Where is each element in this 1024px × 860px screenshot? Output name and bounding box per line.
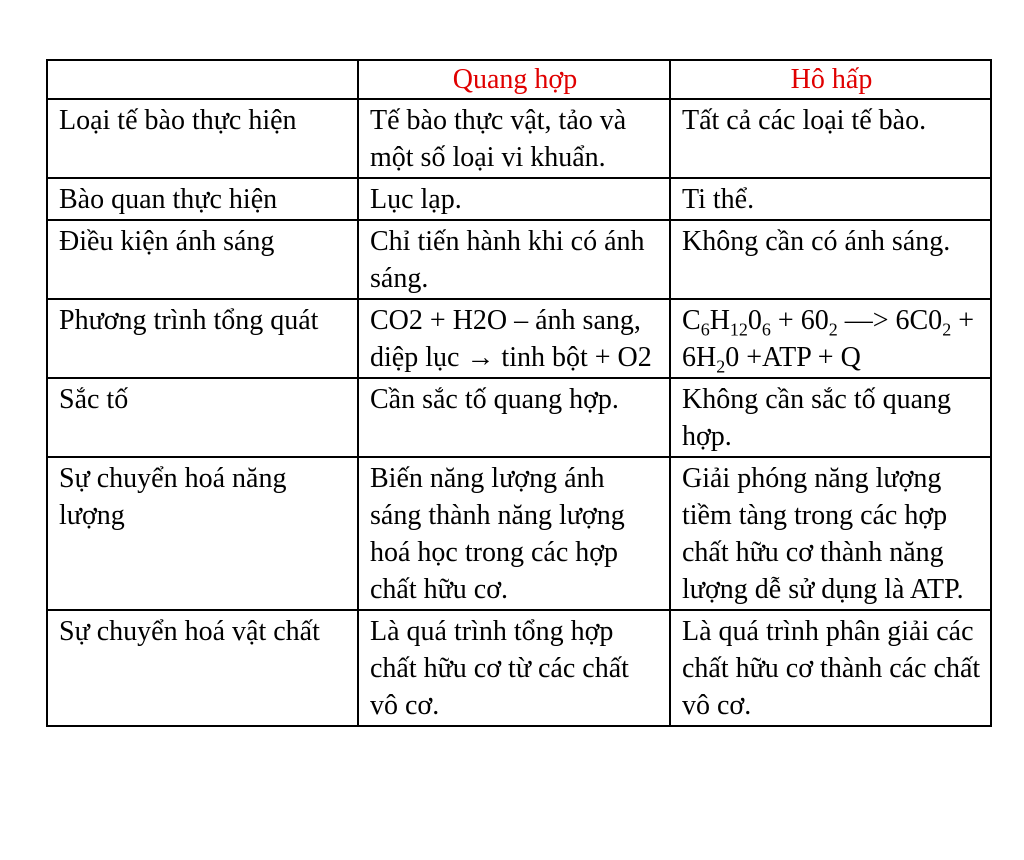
- respiration-formula-cell: [670, 299, 991, 378]
- respiration-cell: Ti thể.: [670, 178, 991, 220]
- photosynthesis-cell: Biến năng lượng ánh sáng thành năng lượng hoá học trong các hợp chất hữu cơ.: [358, 457, 670, 610]
- table-row: [47, 299, 991, 378]
- row-label: Điều kiện ánh sáng: [47, 220, 358, 299]
- formula-sub: 2: [716, 356, 726, 377]
- respiration-cell: Không cần có ánh sáng.: [670, 220, 991, 299]
- formula-arrow: —> 6C0: [837, 305, 943, 336]
- table-row: [47, 178, 991, 220]
- header-photosynthesis: Quang hợp: [358, 60, 670, 99]
- photosynthesis-cell: Là quá trình tổng hợp chất hữu cơ từ các chất vô cơ.: [358, 610, 670, 726]
- respiration-cell: Giải phóng năng lượng tiềm tàng trong các hợp chất hữu cơ thành năng lượng dễ sử dụng là ATP.: [670, 457, 991, 610]
- photosynthesis-cell: Cần sắc tố quang hợp.: [358, 378, 670, 457]
- formula-tail: 0 +ATP + Q: [725, 342, 861, 373]
- table-row: [47, 99, 991, 178]
- formula-plus-h: + 6H: [682, 305, 974, 373]
- row-label: Sắc tố: [47, 378, 358, 457]
- photosynthesis-cell: Lục lạp.: [358, 178, 670, 220]
- formula-plus-o2: + 60: [770, 305, 829, 336]
- formula-o: 0: [747, 305, 762, 336]
- photosynthesis-cell: Tế bào thực vật, tảo và một số loại vi khuẩn.: [358, 99, 670, 178]
- formula-c: C: [682, 305, 701, 336]
- respiration-cell: Tất cả các loại tế bào.: [670, 99, 991, 178]
- table-row: [47, 378, 991, 457]
- table-row: [47, 457, 991, 610]
- row-label: Loại tế bào thực hiện: [47, 99, 358, 178]
- table-row: [47, 610, 991, 726]
- header-respiration: Hô hấp: [670, 60, 991, 99]
- table-row: [47, 220, 991, 299]
- respiration-cell: Là quá trình phân giải các chất hữu cơ thành các chất vô cơ.: [670, 610, 991, 726]
- row-label: Phương trình tổng quát: [47, 299, 358, 378]
- comparison-table: [46, 59, 992, 727]
- row-label: Sự chuyển hoá vật chất: [47, 610, 358, 726]
- formula-sub: 12: [729, 319, 748, 340]
- header-blank-cell: [47, 60, 358, 99]
- formula-sub: 2: [942, 319, 952, 340]
- photosynthesis-cell: CO2 + H2O – ánh sang, diệp lục → tinh bột + O2: [358, 299, 670, 378]
- formula-sub: 6: [700, 319, 710, 340]
- formula-h: H: [709, 305, 730, 336]
- respiration-cell: Không cần sắc tố quang hợp.: [670, 378, 991, 457]
- header-row: [47, 60, 991, 99]
- row-label: Sự chuyển hoá năng lượng: [47, 457, 358, 610]
- photosynthesis-cell: Chỉ tiến hành khi có ánh sáng.: [358, 220, 670, 299]
- formula-sub: 6: [761, 319, 771, 340]
- formula-sub: 2: [828, 319, 838, 340]
- row-label: Bào quan thực hiện: [47, 178, 358, 220]
